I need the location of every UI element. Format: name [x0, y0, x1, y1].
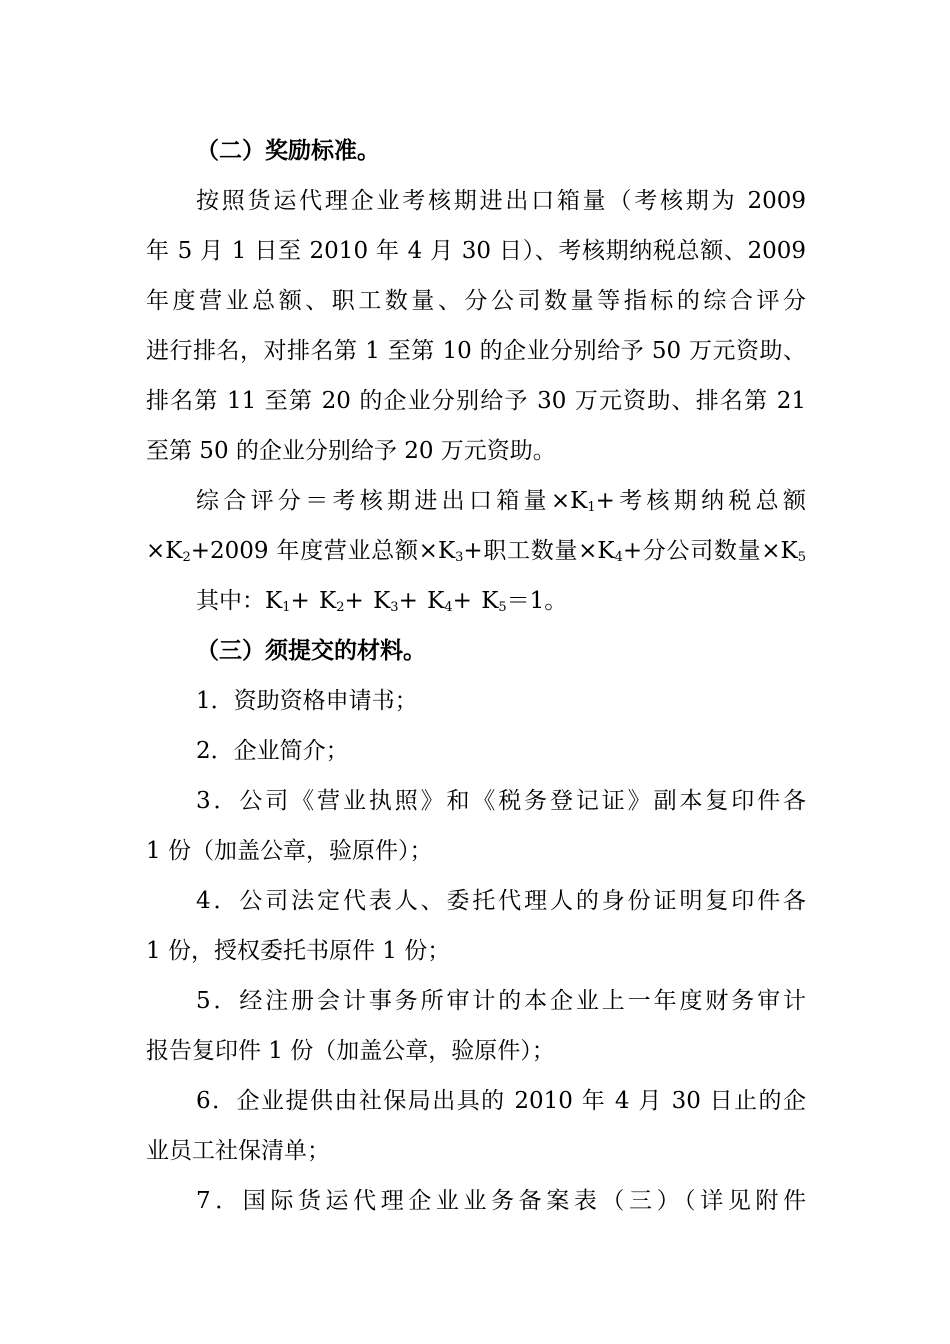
list-item-continued: 1 份（加盖公章，验原件）；	[146, 838, 433, 864]
paragraph-line: 至第 50 的企业分别给予 20 万元资助。	[146, 438, 556, 464]
list-item-continued: 1 份，授权委托书原件 1 份；	[146, 938, 451, 964]
paragraph-line: 进行排名，对排名第 1 至第 10 的企业分别给予 50 万元资助、	[146, 338, 806, 364]
list-item: 7．国际货运代理企业业务备案表（三）（详见附件	[196, 1188, 806, 1214]
list-item: 1．资助资格申请书；	[196, 688, 418, 714]
paragraph-line: 年 5 月 1 日至 2010 年 4 月 30 日）、考核期纳税总额、2009	[146, 238, 806, 264]
paragraph-line: 年度营业总额、职工数量、分公司数量等指标的综合评分	[146, 288, 806, 314]
formula-line-1: 综合评分＝考核期进出口箱量$\times K_1+$考核期纳税总额	[196, 488, 806, 515]
formula-constraint: 其中：$K_1+ K_2+ K_3+ K_4+ K_5=1$。	[196, 588, 568, 615]
section-heading-reward: （二）奖励标准。	[196, 138, 380, 164]
list-item: 3．公司《营业执照》和《税务登记证》副本复印件各	[196, 788, 806, 814]
section-heading-materials: （三）须提交的材料。	[196, 638, 426, 664]
list-item-continued: 业员工社保清单；	[146, 1138, 330, 1164]
paragraph-line: 按照货运代理企业考核期进出口箱量（考核期为 2009	[196, 188, 806, 214]
list-item: 5．经注册会计事务所审计的本企业上一年度财务审计	[196, 988, 806, 1014]
list-item: 6．企业提供由社保局出具的 2010 年 4 月 30 日止的企	[196, 1088, 806, 1114]
formula-line-2: $\times K_2+2009$ 年度营业总额$\times K_3+$职工数量$\times K_4+$分公司数量$\times K_5$	[146, 538, 807, 565]
list-item-continued: 报告复印件 1 份（加盖公章，验原件）；	[146, 1038, 555, 1064]
list-item: 2．企业简介；	[196, 738, 349, 764]
paragraph-line: 排名第 11 至第 20 的企业分别给予 30 万元资助、排名第 21	[146, 388, 806, 414]
list-item: 4．公司法定代表人、委托代理人的身份证明复印件各	[196, 888, 806, 914]
